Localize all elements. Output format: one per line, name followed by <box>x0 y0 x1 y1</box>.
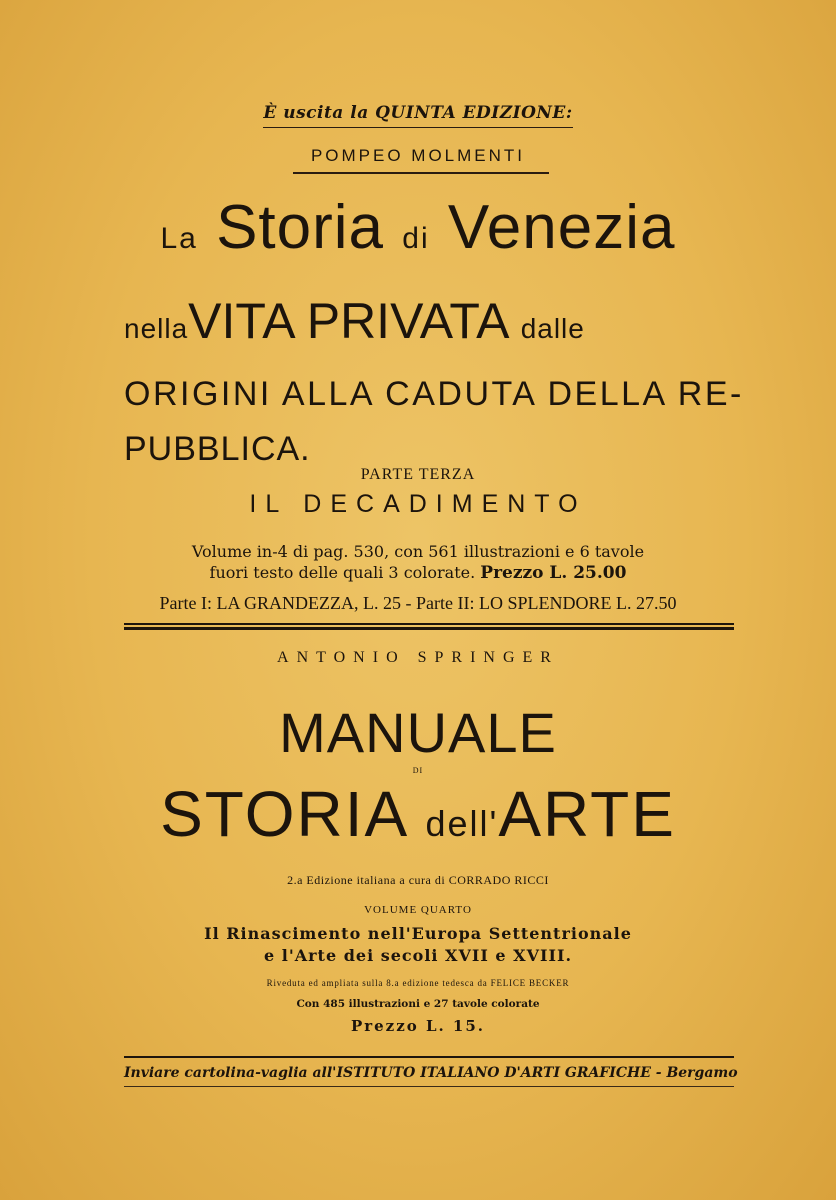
book1-part-title: IL DECADIMENTO <box>249 490 587 518</box>
divider-thick <box>124 627 734 630</box>
book2-volume: VOLUME QUARTO <box>364 904 472 916</box>
book1-part-label: PARTE TERZA <box>360 466 476 483</box>
footer-bottom-rule <box>124 1086 734 1087</box>
footer-top-rule <box>124 1056 734 1058</box>
edition-announcement: È uscita la QUINTA EDIZIONE: <box>0 103 836 128</box>
book2-title-di: DI <box>412 766 424 775</box>
book2-revised: Riveduta ed ampliata sulla 8.a edizione tedesca da FELICE BECKER <box>266 978 570 988</box>
book1-title-line3: ORIGINI ALLA CADUTA DELLA RE- <box>124 375 744 413</box>
book2-title-line2: STORIA dell'ARTE <box>160 778 676 850</box>
book2-author: ANTONIO SPRINGER <box>277 649 559 666</box>
book1-author: POMPEO MOLMENTI <box>310 146 526 165</box>
book1-title-line4: PUBBLICA. <box>124 430 311 468</box>
divider-thin <box>124 623 734 625</box>
book1-title-line1: La Storia di Venezia <box>160 193 676 262</box>
book2-edition: 2.a Edizione italiana a cura di CORRADO RICCI <box>287 873 549 887</box>
book2-title-line1: MANUALE <box>279 701 557 764</box>
book1-title-line2: nellaVITA PRIVATA dalle <box>124 293 585 349</box>
book1-price: Prezzo L. 25.00 <box>480 563 627 583</box>
footer-order-note: Inviare cartolina-vaglia all'ISTITUTO ITALIANO D'ARTI GRAFICHE - Bergamo <box>124 1065 738 1081</box>
book2-illustrations: Con 485 illustrazioni e 27 tavole colorate <box>296 998 540 1010</box>
book2-price: Prezzo L. 15. <box>350 1017 486 1035</box>
book1-description-line1: Volume in-4 di pag. 530, con 561 illustrazioni e 6 tavole <box>191 542 645 561</box>
book1-description-line2: fuori testo delle quali 3 colorate. Prezzo L. 25.00 <box>209 563 627 583</box>
book2-subtitle-line2: e l'Arte dei secoli XVII e XVIII. <box>263 946 573 965</box>
book2-subtitle-line1: Il Rinascimento nell'Europa Settentrionale <box>204 924 632 943</box>
book1-other-parts: Parte I: LA GRANDEZZA, L. 25 - Parte II: LO SPLENDORE L. 27.50 <box>159 593 677 613</box>
author-underline <box>293 172 549 174</box>
